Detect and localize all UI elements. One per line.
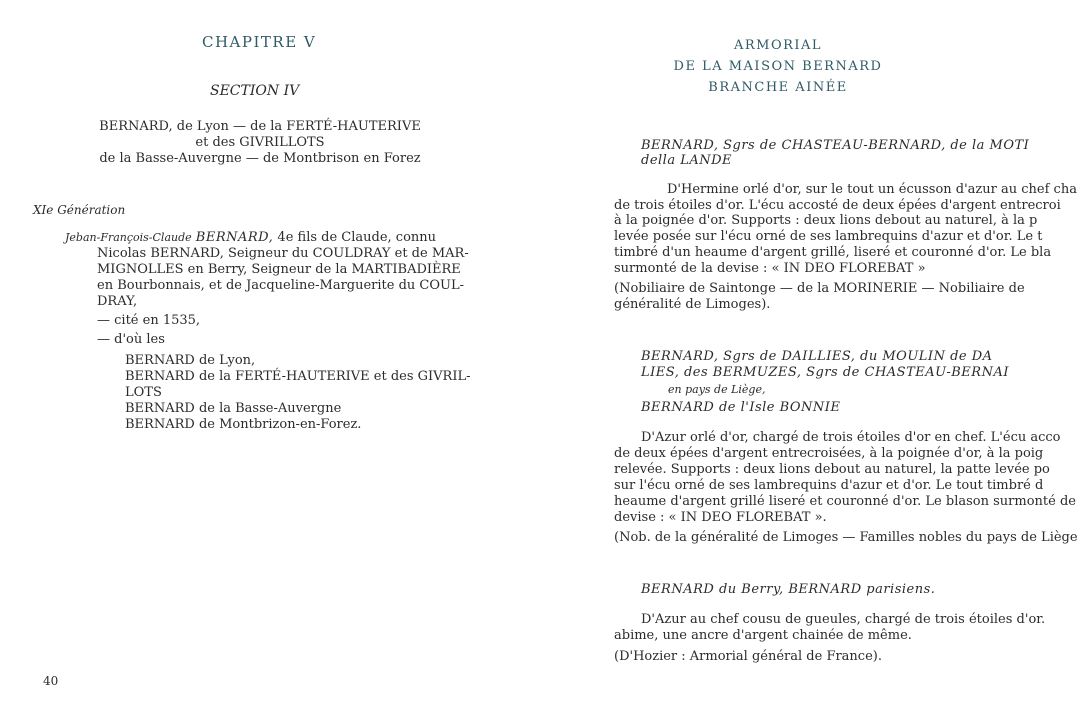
descendant-line: BERNARD de Lyon, [125,353,256,368]
heading-line: BERNARD, de Lyon — de la FERTÉ-HAUTERIVE [99,119,421,134]
block2-text: relevée. Supports : deux lions debout au naturel, la patte levée po [614,462,1050,477]
entry-name: Jeban-François-Claude [65,231,192,244]
entry-line: DRAY, [97,294,138,309]
block2-heading: BERNARD de l'Isle BONNIE [641,400,841,415]
block2-source: (Nob. de la généralité de Limoges — Familles nobles du pays de Liège [614,530,1078,545]
entry-line: — cité en 1535, [97,313,201,328]
entry-line: MIGNOLLES en Berry, Seigneur de la MARTIBADIÈRE [97,262,461,277]
armorial-title: BRANCHE AINÉE [708,80,848,95]
block1-text: timbré d'un heaume d'argent grillé, liseré et couronné d'or. Le bla [614,245,1052,260]
right-page [540,0,1078,728]
block1-source: (Nobiliaire de Saintonge — de la MORINERIE — Nobiliaire de [614,281,1025,296]
block2-text: sur l'écu orné de ses lambrequins d'azur et d'or. Le tout timbré d [614,478,1044,493]
block3-heading: BERNARD du Berry, BERNARD parisiens. [641,582,936,597]
chapter-title: CHAPITRE V [202,33,317,51]
entry-surname: BERNARD, [195,230,274,245]
left-page [0,0,520,728]
entry-line: — d'où les [97,332,165,347]
descendant-line: LOTS [125,385,162,400]
heading-line: et des GIVRILLOTS [195,135,325,150]
descendant-line: BERNARD de la Basse-Auvergne [125,401,342,416]
entry-first-line [65,230,436,246]
block1-text: à la poignée d'or. Supports : deux lions debout au naturel, à la p [614,213,1038,228]
block1-heading: della LANDE [641,153,733,168]
block2-text: de deux épées d'argent entrecroisées, à la poignée d'or, à la poig [614,446,1044,461]
block1-text: surmonté de la devise : « IN DEO FLOREBAT » [614,261,926,276]
entry-line: Nicolas BERNARD, Seigneur du COULDRAY et de MAR- [97,246,469,261]
section-title: SECTION IV [210,83,300,99]
heading-line: de la Basse-Auvergne — de Montbrison en Forez [99,151,421,166]
entry-line: en Bourbonnais, et de Jacqueline-Marguerite du COUL- [97,278,465,293]
block3-source: (D'Hozier : Armorial général de France). [614,649,882,664]
descendant-line: BERNARD de la FERTÉ-HAUTERIVE et des GIVRIL- [125,369,471,384]
generation-label: XIe Génération [33,203,126,217]
block3-text: D'Azur au chef cousu de gueules, chargé de trois étoiles d'or. [641,612,1046,627]
block1-text: de trois étoiles d'or. L'écu accosté de deux épées d'argent entrecroi [614,198,1061,213]
descendant-line: BERNARD de Montbrizon-en-Forez. [125,417,362,432]
block2-heading: BERNARD, Sgrs de DAILLIES, du MOULIN de DA [641,349,993,364]
block2-text: D'Azur orlé d'or, chargé de trois étoiles d'or en chef. L'écu acco [641,430,1061,445]
armorial-title: DE LA MAISON BERNARD [673,59,883,74]
armorial-title: ARMORIAL [733,38,823,53]
block1-heading: BERNARD, Sgrs de CHASTEAU-BERNARD, de la MOTI [641,138,1030,153]
page-number: 40 [43,674,59,688]
block1-text: levée posée sur l'écu orné de ses lambrequins d'azur et d'or. Le t [614,229,1043,244]
entry-text: 4e fils de Claude, connu [277,230,437,245]
block2-heading: LIES, des BERMUZES, Sgrs de CHASTEAU-BERNAI [641,365,1009,380]
block2-text: heaume d'argent grillé liseré et couronné d'or. Le blason surmonté de [614,494,1076,509]
block2-text: devise : « IN DEO FLOREBAT ». [614,510,827,525]
block2-heading: en pays de Liège, [668,383,766,396]
block1-source: généralité de Limoges). [614,297,771,312]
block3-text: abime, une ancre d'argent chainée de même. [614,628,912,643]
block1-text: D'Hermine orlé d'or, sur le tout un écusson d'azur au chef cha [667,182,1077,197]
